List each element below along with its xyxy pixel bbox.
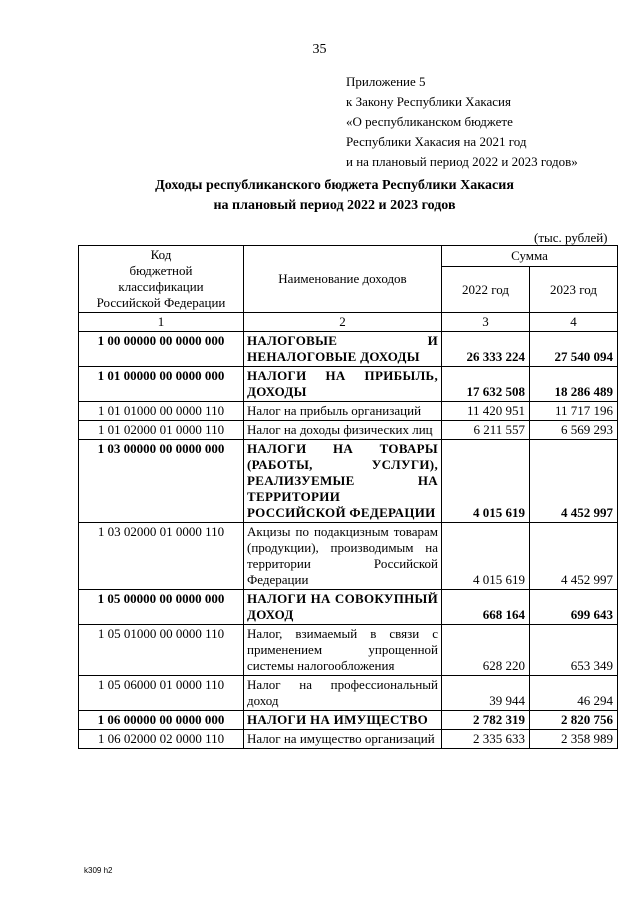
amount-2022-cell: 39 944 (442, 676, 530, 711)
table-row (79, 625, 618, 676)
table-row (79, 676, 618, 711)
units-label: (тыс. рублей) (534, 230, 608, 245)
amount-2023-cell: 653 349 (530, 625, 618, 676)
revenue-table (78, 245, 618, 749)
document-title (0, 176, 639, 216)
column-index: 2 (244, 313, 442, 332)
code-cell: 1 05 06000 01 0000 110 (79, 676, 244, 711)
amount-2023-cell: 27 540 094 (530, 332, 618, 367)
code-cell: 1 03 00000 00 0000 000 (79, 440, 244, 523)
table-row (79, 711, 618, 730)
table-row (79, 332, 618, 367)
name-cell: Акцизы по подакцизным товарам (продукции), производимым на территории Российской Федерации (244, 523, 442, 590)
appendix-block (346, 72, 578, 172)
amount-2022-cell: 628 220 (442, 625, 530, 676)
table-row (79, 523, 618, 590)
code-cell: 1 01 00000 00 0000 000 (79, 367, 244, 402)
name-cell: Налог на прибыль организаций (244, 402, 442, 421)
table-row (79, 367, 618, 402)
table-row (79, 590, 618, 625)
name-cell: Налог, взимаемый в связи с применением упрощенной системы налогообложения (244, 625, 442, 676)
header-name: Наименование доходов (244, 246, 442, 313)
header-year-2023: 2023 год (530, 267, 618, 313)
amount-2023-cell: 46 294 (530, 676, 618, 711)
code-cell: 1 05 00000 00 0000 000 (79, 590, 244, 625)
amount-2023-cell: 11 717 196 (530, 402, 618, 421)
amount-2023-cell: 2 820 756 (530, 711, 618, 730)
table-row (79, 730, 618, 749)
table-row (79, 421, 618, 440)
name-cell: Налог на доходы физических лиц (244, 421, 442, 440)
code-cell: 1 00 00000 00 0000 000 (79, 332, 244, 367)
header-sum: Сумма (442, 246, 618, 267)
code-cell: 1 06 02000 02 0000 110 (79, 730, 244, 749)
name-cell: НАЛОГИ НА СОВОКУПНЫЙ ДОХОД (244, 590, 442, 625)
amount-2022-cell: 11 420 951 (442, 402, 530, 421)
appendix-line: к Закону Республики Хакасия (346, 94, 511, 109)
page-number: 35 (312, 42, 327, 57)
amount-2022-cell: 2 335 633 (442, 730, 530, 749)
title-line: Доходы республиканского бюджета Республики Хакасия (155, 178, 514, 193)
name-cell: Налог на профессиональный доход (244, 676, 442, 711)
name-cell: НАЛОГИ НА ПРИБЫЛЬ, ДОХОДЫ (244, 367, 442, 402)
header-code: Код бюджетной классификации Российской Федерации (79, 246, 244, 313)
table-row (79, 440, 618, 523)
name-cell: НАЛОГОВЫЕ И НЕНАЛОГОВЫЕ ДОХОДЫ (244, 332, 442, 367)
amount-2023-cell: 2 358 989 (530, 730, 618, 749)
code-cell: 1 05 01000 00 0000 110 (79, 625, 244, 676)
column-index: 3 (442, 313, 530, 332)
name-cell: Налог на имущество организаций (244, 730, 442, 749)
column-index-row (79, 313, 618, 332)
amount-2023-cell: 6 569 293 (530, 421, 618, 440)
name-cell: НАЛОГИ НА ТОВАРЫ (РАБОТЫ, УСЛУГИ), РЕАЛИЗУЕМЫЕ НА ТЕРРИТОРИИ РОССИЙСКОЙ ФЕДЕРАЦИИ (244, 440, 442, 523)
amount-2023-cell: 4 452 997 (530, 440, 618, 523)
title-line: на плановый период 2022 и 2023 годов (213, 198, 456, 213)
table-body (79, 313, 618, 749)
amount-2022-cell: 26 333 224 (442, 332, 530, 367)
amount-2023-cell: 4 452 997 (530, 523, 618, 590)
amount-2022-cell: 2 782 319 (442, 711, 530, 730)
code-cell: 1 01 02000 01 0000 110 (79, 421, 244, 440)
name-cell: НАЛОГИ НА ИМУЩЕСТВО (244, 711, 442, 730)
code-cell: 1 01 01000 00 0000 110 (79, 402, 244, 421)
amount-2023-cell: 699 643 (530, 590, 618, 625)
code-cell: 1 06 00000 00 0000 000 (79, 711, 244, 730)
amount-2022-cell: 4 015 619 (442, 523, 530, 590)
appendix-line: Приложение 5 (346, 74, 426, 89)
amount-2022-cell: 17 632 508 (442, 367, 530, 402)
column-index: 4 (530, 313, 618, 332)
amount-2022-cell: 668 164 (442, 590, 530, 625)
appendix-line: и на плановый период 2022 и 2023 годов» (346, 154, 578, 169)
header-year-2022: 2022 год (442, 267, 530, 313)
appendix-line: Республики Хакасия на 2021 год (346, 134, 527, 149)
column-index: 1 (79, 313, 244, 332)
table-row (79, 402, 618, 421)
amount-2022-cell: 4 015 619 (442, 440, 530, 523)
amount-2022-cell: 6 211 557 (442, 421, 530, 440)
footer-code: k309 h2 (84, 866, 113, 875)
appendix-line: «О республиканском бюджете (346, 114, 513, 129)
amount-2023-cell: 18 286 489 (530, 367, 618, 402)
code-cell: 1 03 02000 01 0000 110 (79, 523, 244, 590)
